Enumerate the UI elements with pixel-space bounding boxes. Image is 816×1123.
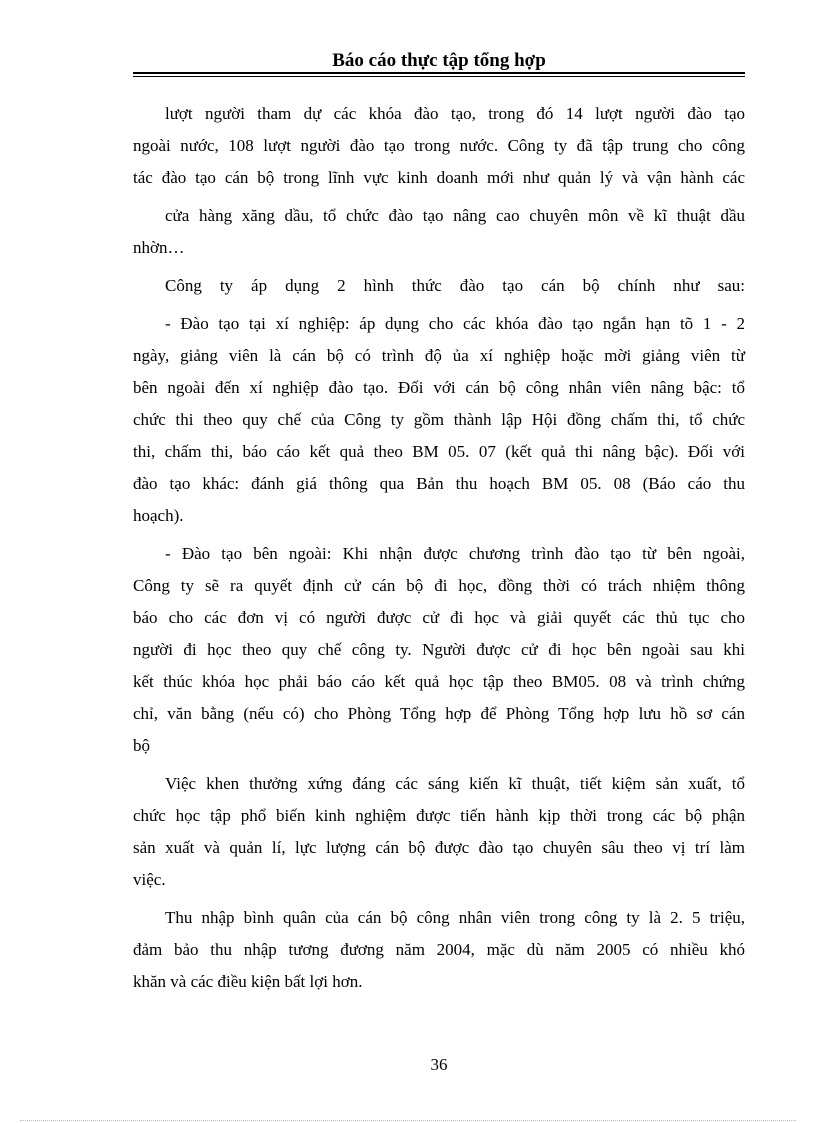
text-line: đảm bảo thu nhập tương đương năm 2004, mặc dù năm 2005 có nhiều khó	[133, 940, 745, 959]
text-line: đào tạo khác: đánh giá thông qua Bản thu hoạch BM 05. 08 (Báo cáo thu	[133, 474, 745, 493]
text-line: chức thi theo quy chế của Công ty gồm thành lập Hội đồng chấm thi, tổ chức	[133, 410, 745, 429]
text-line: bên ngoài đến xí nghiệp đào tạo. Đối với cán bộ công nhân viên nâng bậc: tổ	[133, 378, 745, 397]
text-line: nhờn…	[133, 238, 185, 257]
footer-divider	[20, 1120, 796, 1121]
text-line: lượt người tham dự các khóa đào tạo, trong đó 14 lượt người đào tạo	[165, 104, 745, 123]
text-line: tác đào tạo cán bộ trong lĩnh vực kinh doanh mới như quản lý và vận hành các	[133, 168, 745, 187]
text-line: sản xuất và quản lí, lực lượng cán bộ được đào tạo chuyên sâu theo vị trí làm	[133, 838, 745, 857]
page-header-title: Báo cáo thực tập tổng hợp	[332, 50, 546, 71]
body-text	[133, 98, 745, 1004]
text-line: ngày, giảng viên là cán bộ có trình độ ủa xí nghiệp hoặc mời giảng viên từ	[133, 346, 745, 365]
text-line: việc.	[133, 870, 166, 889]
paragraph	[133, 902, 745, 998]
page-number: 36	[430, 1055, 448, 1074]
text-line: cửa hàng xăng dầu, tổ chức đào tạo nâng cao chuyên môn về kĩ thuật dầu	[165, 206, 745, 225]
text-line: chỉ, văn bằng (nếu có) cho Phòng Tổng hợp để Phòng Tổng hợp lưu hồ sơ cán	[133, 704, 745, 723]
text-line: khăn và các điều kiện bất lợi hơn.	[133, 972, 363, 991]
text-line: Công ty áp dụng 2 hình thức đào tạo cán bộ chính như sau:	[165, 276, 745, 295]
header-rule-thick	[133, 72, 745, 74]
text-line: Công ty sẽ ra quyết định cử cán bộ đi học, đồng thời có trách nhiệm thông	[133, 576, 745, 595]
text-line: bộ	[133, 736, 150, 755]
paragraph	[133, 200, 745, 264]
paragraph	[133, 768, 745, 896]
text-line: - Đào tạo tại xí nghiệp: áp dụng cho các khóa đào tạo ngắn hạn tõ 1 - 2	[165, 314, 745, 333]
header-rule-thin	[133, 76, 745, 77]
text-line: Thu nhập bình quân của cán bộ công nhân viên trong công ty là 2. 5 triệu,	[165, 908, 745, 927]
text-line: - Đào tạo bên ngoài: Khi nhận được chương trình đào tạo từ bên ngoài,	[165, 544, 745, 563]
paragraph	[133, 98, 745, 194]
text-line: người đi học theo quy chế công ty. Người được cử đi học bên ngoài sau khi	[133, 640, 745, 659]
text-line: kết thúc khóa học phải báo cáo kết quả học tập theo BM05. 08 và trình chứng	[133, 672, 745, 691]
paragraph	[133, 270, 745, 302]
paragraph	[133, 308, 745, 532]
text-line: báo cho các đơn vị có người được cử đi học và giải quyết các thủ tục cho	[133, 608, 745, 627]
paragraph	[133, 538, 745, 762]
text-line: Việc khen thưởng xứng đáng các sáng kiến kĩ thuật, tiết kiệm sản xuất, tổ	[165, 774, 745, 793]
text-line: chức học tập phổ biến kinh nghiệm được tiến hành kịp thời trong các bộ phận	[133, 806, 745, 825]
text-line: hoạch).	[133, 506, 184, 525]
text-line: thi, chấm thi, báo cáo kết quả theo BM 05. 07 (kết quả thi nâng bậc). Đối với	[133, 442, 745, 461]
text-line: ngoài nước, 108 lượt người đào tạo trong nước. Công ty đã tập trung cho công	[133, 136, 745, 155]
